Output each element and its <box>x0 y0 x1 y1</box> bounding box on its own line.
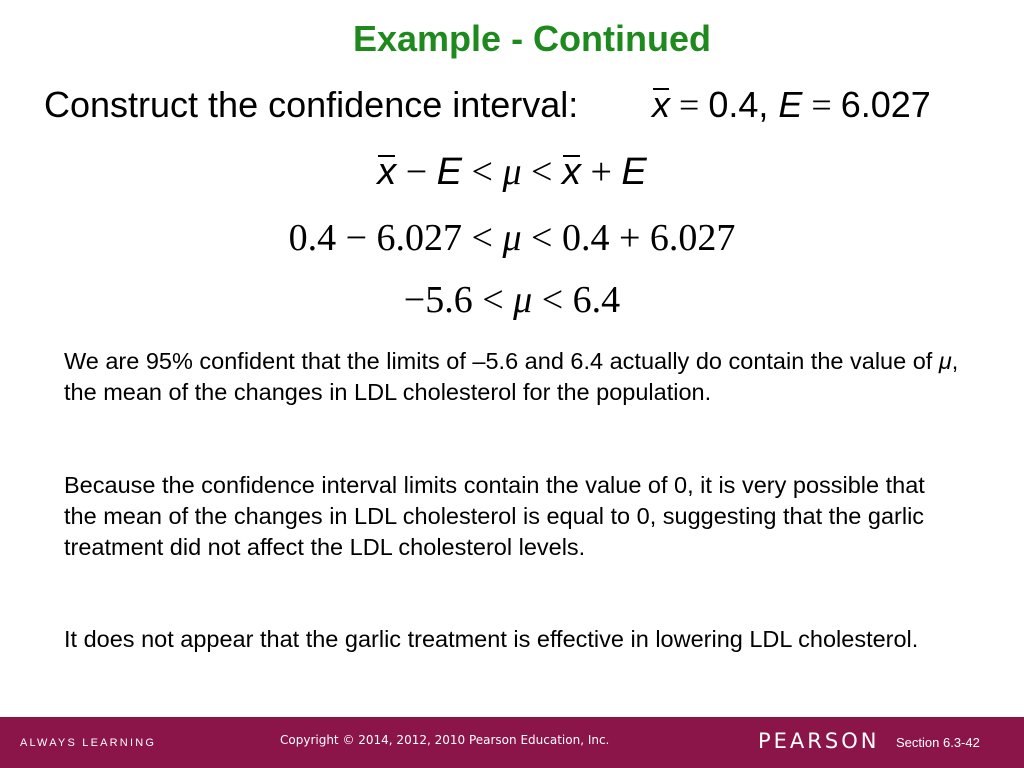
formula-lt-right: < <box>521 151 562 193</box>
interpretation-mu: μ <box>938 348 952 374</box>
interval-substituted <box>0 216 1024 260</box>
formula-e-left: E <box>436 151 463 193</box>
formula-e-right: E <box>621 151 647 193</box>
zero-paragraph: Because the confidence interval limits contain the value of 0, it is very possible that the mean of the changes in LDL cholesterol is equal to 0, suggesting that the garlic treatment did not affect the LDL cholesterol levels. <box>64 472 925 560</box>
x-bar-symbol: x <box>652 84 670 125</box>
formula-lt-left: < <box>462 151 503 193</box>
interpretation-text-1: We are 95% confident that the limits of –5.6 and 6.4 actually do contain the value of <box>64 348 939 374</box>
equals-sign-2: = <box>802 85 841 125</box>
formula-x-bar-right: x <box>561 151 581 193</box>
formula-x-bar-left: x <box>377 151 397 193</box>
margin-of-error-symbol: E <box>778 84 803 125</box>
footer-copyright: Copyright © 2014, 2012, 2010 Pearson Education, Inc. <box>280 733 610 747</box>
footer-section-number: Section 6.3-42 <box>896 735 980 750</box>
construct-instruction: Construct the confidence interval: <box>44 84 579 125</box>
substituted-mu: μ <box>502 217 522 259</box>
formula-minus: − <box>396 151 437 193</box>
result-left: −5.6 < <box>403 279 514 321</box>
conclusion-paragraph: It does not appear that the garlic treatment is effective in lowering LDL cholesterol. <box>64 626 919 652</box>
x-bar-value: 0.4, <box>708 84 769 125</box>
footer-tagline: ALWAYS LEARNING <box>20 737 157 749</box>
margin-of-error-value: 6.027 <box>840 84 931 125</box>
interval-formula <box>0 150 1024 194</box>
given-values <box>652 84 931 126</box>
footer-bar <box>0 717 1024 768</box>
formula-mu: μ <box>502 151 522 193</box>
interval-result <box>0 278 1024 322</box>
slide-title: Example - Continued <box>352 18 712 59</box>
result-mu: μ <box>513 279 533 321</box>
interpretation-text-2: , the mean of the changes in LDL cholesterol for the population. <box>64 348 959 405</box>
equals-sign: = <box>670 85 709 125</box>
result-right: < 6.4 <box>532 279 621 321</box>
substituted-left: 0.4 − 6.027 < <box>288 217 503 259</box>
pearson-logo: PEARSON <box>758 729 880 753</box>
interpretation-paragraph <box>64 346 964 408</box>
substituted-right: < 0.4 + 6.027 <box>521 217 736 259</box>
formula-plus: + <box>580 151 622 193</box>
